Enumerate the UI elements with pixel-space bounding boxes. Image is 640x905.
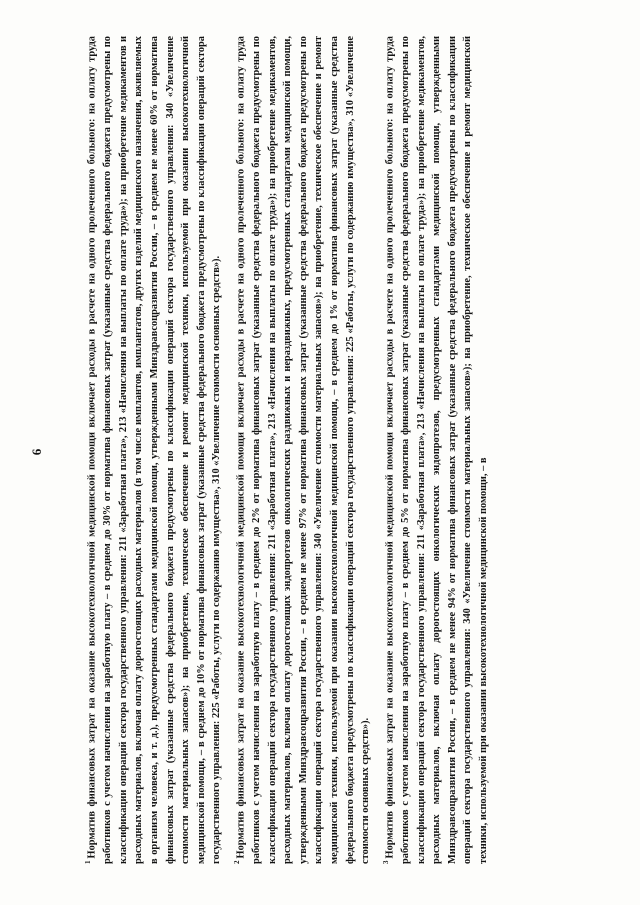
footnote-marker: 3: [381, 860, 390, 864]
footnotes-block: [83, 36, 499, 864]
footnote-text: Норматив финансовых затрат на оказание высокотехнологичной медицинской помощи включает расходы в расчете на одного пролеченного больного: на оплату труда работников с учетом начисления на заработную плату – в среднем до 2% от норматива финансовых затрат (указанные средства федерального бюджета предусмотрены по классификации операций сектора государственного управления: 211 «Заработная плата», 213 «Начисления на выплаты по оплате труда»); на приобретение медикаментов, расходных материалов, включая оплату дорогостоящих эндопротезов онкологических раздвижных и нераздвижных, предусмотренных стандартами медицинской помощи, утвержденными Минздравсоцразвития России, – в среднем не менее 97% от норматива финансовых затрат (указанные средства федерального бюджета предусмотрены по классификации операций сектора государственного управления: 340 «Увеличение стоимости материальных запасов»); на приобретение, техническое обеспечение и ремонт медицинской техники, используемой при оказании высокотехнологичной медицинской помощи, – в среднем до 1% от норматива финансовых затрат (указанные средства федерального бюджета предусмотрены по классификации операций сектора государственного управления: 225 «Работы, услуги по содержанию имущества», 310 «Увеличение стоимости основных средств»).: [235, 36, 372, 864]
rotated-content: [25, 22, 615, 882]
footnote-text: Норматив финансовых затрат на оказание высокотехнологичной медицинской помощи включает расходы в расчете на одного пролеченного больного: на оплату труда работников с учетом начисления на заработную плату – в среднем до 5% от норматива финансовых затрат (указанные средства федерального бюджета предусмотрены по классификации операций сектора государственного управления: 211 «Заработная плата», 213 «Начисления на выплаты по оплате труда»); на приобретение медикаментов, расходных материалов, включая оплату дорогостоящих онкологических эндопротезов, предусмотренных стандартами медицинской помощи, утвержденными Минздравсоцразвития России, – в среднем не менее 94% от норматива финансовых затрат (указанные средства федерального бюджета предусмотрены по классификации операций сектора государственного управления: 340 «Увеличение стоимости материальных запасов»); на приобретение, техническое обеспечение и ремонт медицинской техники, используемой при оказании высокотехнологичной медицинской помощи, – в: [384, 36, 490, 864]
footnote: [83, 36, 225, 864]
footnote-marker: 1: [84, 860, 92, 864]
footnote: [232, 36, 374, 864]
footnote-text: Норматив финансовых затрат на оказание высокотехнологичной медицинской помощи включает расходы в расчете на одного пролеченного больного: на оплату труда работников с учетом начисления на заработную плату – в среднем до 30% от норматива финансовых затрат (указанные средства федерального бюджета предусмотрены по классификации операций сектора государственного управления: 211 «Заработная плата», 213 «Начисления на выплаты по оплате труда»); на приобретение медикаментов и расходных материалов, включая оплату дорогостоящих расходных материалов (в том числе имплантов, имплантатов, других изделий медицинского назначения, вживляемых в организм человека, и т. д.), предусмотренных стандартами медицинской помощи, утвержденными Минздравсоцразвития России, – в среднем не менее 60% от норматива финансовых затрат (указанные средства федерального бюджета предусмотрены по классификации операций сектора государственного управления: 340 «Увеличение стоимости материальных запасов»); на приобретение, техническое обеспечение и ремонт медицинской техники, используемой при оказании высокотехнологичной медицинской помощи, – в среднем до 10% от норматива финансовых затрат (указанные средства федерального бюджета предусмотрены по классификации операций сектора государственного управления: 225 «Работы, услуги по содержанию имущества», 310 «Увеличение стоимости основных средств»).: [86, 36, 223, 864]
footnote: [381, 36, 492, 864]
footnote-marker: 2: [232, 860, 241, 864]
page-number: 6: [29, 448, 44, 456]
